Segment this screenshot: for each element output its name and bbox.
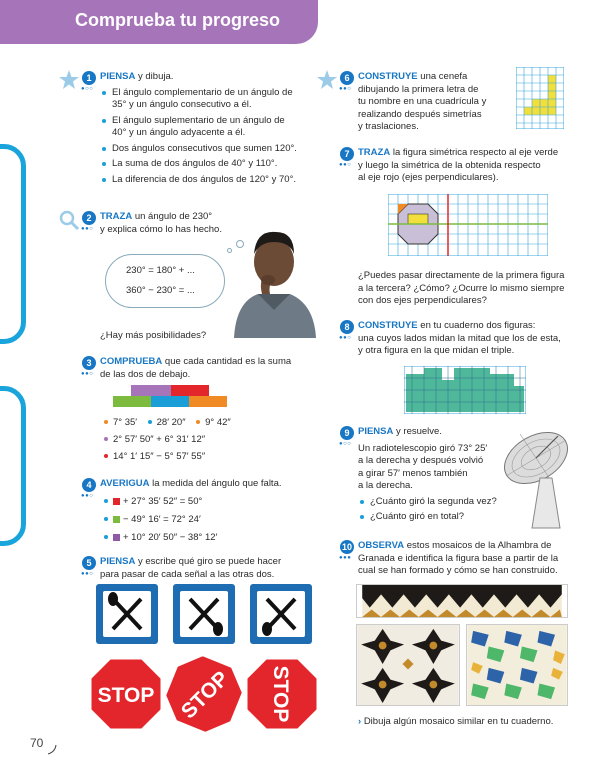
- question-text: ¿Hay más posibilidades?: [100, 330, 207, 341]
- thought-bubble: [105, 254, 225, 308]
- left-frame-top: [0, 144, 26, 344]
- exercise-keyword: TRAZA: [358, 147, 391, 158]
- list-item: ¿Cuánto giró en total?: [358, 511, 518, 524]
- sum-row: [104, 434, 205, 445]
- difficulty-dots: ●●○: [339, 335, 352, 341]
- difficulty-dots: ●●○: [339, 86, 352, 92]
- sum-value: 28′ 20″: [156, 417, 186, 428]
- instruction-note: [358, 716, 553, 727]
- exercise-number: 4: [82, 478, 96, 492]
- difficulty-dots: ●●○: [81, 493, 94, 499]
- difficulty-dots: ●○○: [81, 86, 94, 92]
- exercise-statement-line: realizando después simetrías: [358, 108, 482, 120]
- letter-grid: [516, 67, 564, 129]
- page-number: 70: [30, 736, 44, 750]
- exercise-statement: una cenefa: [417, 71, 468, 82]
- arrow-icon: ›: [358, 716, 362, 727]
- exercise-statement-line: al eje rojo (ejes perpendiculares).: [358, 172, 499, 183]
- exercise-keyword: OBSERVA: [358, 540, 405, 551]
- exercise-statement: y escribe qué giro se puede hacer: [135, 556, 282, 567]
- exercise-statement: un ángulo de 230°: [132, 211, 213, 222]
- exercise-statement: estos mosaicos de la Alhambra de: [404, 540, 552, 551]
- stop-sign: [166, 656, 242, 732]
- sum-pyramid: [113, 385, 227, 407]
- exercise-10: [339, 540, 578, 578]
- mosaic-bird-image: [466, 624, 568, 706]
- bubble-line: 230° = 180° + ...: [126, 265, 195, 276]
- exercise-keyword: TRAZA: [100, 211, 133, 222]
- equation-row: [104, 496, 202, 507]
- exercise-keyword: CONSTRUYE: [358, 71, 418, 82]
- sum-value: 7° 35′: [113, 417, 138, 428]
- exercise-statement: la medida del ángulo que falta.: [149, 478, 282, 489]
- exercise-number: 10: [341, 542, 352, 552]
- list-item: El ángulo suplementario de un ángulo de 40° y un ángulo adyacente a él.: [100, 115, 300, 140]
- question-line: ¿Puedes pasar directamente de la primera figura: [358, 270, 565, 281]
- exercise-8: [339, 320, 588, 358]
- sum-row: [104, 417, 231, 428]
- exercise-1: [81, 71, 300, 189]
- sum-value: 2° 57′ 50″ + 6° 31′ 12″: [113, 434, 206, 445]
- search-people-icon: [58, 209, 80, 231]
- sum-value: 9° 42″: [205, 417, 231, 428]
- exercise-number: 5: [82, 556, 96, 570]
- sum-value: 14° 1′ 15″ − 5° 57′ 55″: [113, 451, 206, 462]
- note-text: Dibuja algún mosaico similar en tu cuaderno.: [363, 716, 554, 727]
- exercise-statement-line: una cuyos lados midan la mitad que los de esta,: [358, 332, 561, 344]
- mosaic-star-image: [356, 624, 460, 706]
- figure-grid: [404, 366, 526, 414]
- equation-text: + 10° 20′ 50″ − 38° 12′: [123, 532, 218, 543]
- restaurant-sign: [250, 584, 312, 644]
- problem-line: a la derecha.: [358, 480, 413, 491]
- radio-telescope-illustration: [500, 420, 586, 530]
- stop-text: STOP: [269, 665, 292, 723]
- page-corner-mark: [46, 744, 58, 756]
- question-line: a la tercera? ¿Cómo? ¿Ocurre lo mismo siempre: [358, 282, 565, 294]
- exercise-number: 3: [82, 356, 96, 370]
- symmetry-grid: [388, 194, 548, 256]
- exercise-statement-line: y otra figura en la que midan el triple.: [358, 345, 515, 356]
- exercise-number: 1: [82, 71, 96, 85]
- page-title: Comprueba tu progreso: [75, 10, 281, 30]
- exercise-statement-line: dibujando la primera letra de: [358, 83, 479, 95]
- difficulty-dots: ●●○: [339, 162, 352, 168]
- list-item: La diferencia de dos ángulos de 120° y 70°.: [100, 174, 300, 187]
- difficulty-dots: ●●●: [339, 555, 352, 561]
- problem-line: Un radiotelescopio giró 73° 25′: [358, 442, 488, 454]
- exercise-number: 8: [340, 320, 354, 334]
- exercise-statement-line: de las dos de debajo.: [100, 368, 191, 380]
- problem-line: a la derecha y después volvió: [358, 455, 484, 466]
- difficulty-dots: ●●○: [81, 226, 94, 232]
- restaurant-sign: [173, 584, 235, 644]
- sum-row: [104, 451, 205, 462]
- exercise-7: [339, 147, 578, 185]
- question-line: con dos ejes perpendiculares?: [358, 295, 487, 306]
- exercise-number: 6: [340, 71, 354, 85]
- problem-line: a girar 57′ menos también: [358, 467, 468, 479]
- exercise-statement-line: Granada e identifica la figura base a partir de la: [358, 552, 559, 564]
- exercise-statement-line: tu nombre en una cuadrícula y: [358, 96, 487, 107]
- list-item: Dos ángulos consecutivos que sumen 120°.: [100, 143, 300, 156]
- exercise-3: [81, 356, 310, 381]
- stop-sign: [244, 656, 320, 732]
- exercise-keyword: AVERIGUA: [100, 478, 150, 489]
- mosaic-strip-image: [356, 584, 568, 618]
- star-icon: [58, 69, 80, 91]
- question-text: [358, 270, 578, 308]
- exercise-keyword: COMPRUEBA: [100, 356, 163, 367]
- exercise-statement-line: para pasar de cada señal a las otras dos.: [100, 568, 275, 580]
- exercise-statement-line: y luego la simétrica de la obtenida respecto: [358, 159, 541, 171]
- boy-thinking-illustration: [228, 220, 320, 338]
- equation-row: [104, 514, 201, 525]
- equation-row: [104, 532, 217, 543]
- difficulty-dots: ●●○: [81, 571, 94, 577]
- exercise-5: [81, 556, 310, 581]
- exercise-statement-line: y explica cómo lo has hecho.: [100, 223, 222, 235]
- stop-text: STOP: [97, 684, 155, 707]
- exercise-statement: y dibuja.: [135, 71, 174, 82]
- list-item: ¿Cuánto giró la segunda vez?: [358, 496, 518, 509]
- difficulty-dots: ●●○: [81, 371, 94, 377]
- exercise-keyword: PIENSA: [358, 426, 394, 437]
- exercise-4: [81, 478, 310, 499]
- list-item: La suma de dos ángulos de 40° y 110°.: [100, 158, 300, 171]
- exercise-statement: la figura simétrica respecto al eje verde: [390, 147, 559, 158]
- star-icon: [316, 69, 338, 91]
- bubble-line: 360° − 230° = ...: [126, 285, 195, 296]
- exercise-keyword: CONSTRUYE: [358, 320, 418, 331]
- list-item: El ángulo complementario de un ángulo de 35° y un ángulo consecutivo a él.: [100, 87, 300, 112]
- equation-text: + 27° 35′ 52″ = 50°: [123, 496, 203, 507]
- exercise-statement: en tu cuaderno dos figuras:: [417, 320, 536, 331]
- difficulty-dots: ●○○: [339, 441, 352, 447]
- exercise-number: 9: [340, 426, 354, 440]
- exercise-6: [339, 71, 518, 134]
- exercise-statement-line: y traslaciones.: [358, 121, 419, 132]
- exercise-keyword: PIENSA: [100, 556, 136, 567]
- restaurant-sign: [96, 584, 158, 644]
- exercise-statement: y resuelve.: [393, 426, 442, 437]
- exercise-statement: que cada cantidad es la suma: [162, 356, 292, 367]
- exercise-statement-line: cual se han formado y cómo se han construido.: [358, 565, 558, 576]
- left-frame-bottom: [0, 386, 26, 546]
- equation-text: − 49° 16′ = 72° 24′: [123, 514, 201, 525]
- exercise-9: [339, 426, 518, 527]
- exercise-keyword: PIENSA: [100, 71, 136, 82]
- exercise-number: 7: [340, 147, 354, 161]
- stop-sign: [88, 656, 164, 732]
- stop-text: STOP: [176, 666, 234, 724]
- exercise-number: 2: [82, 211, 96, 225]
